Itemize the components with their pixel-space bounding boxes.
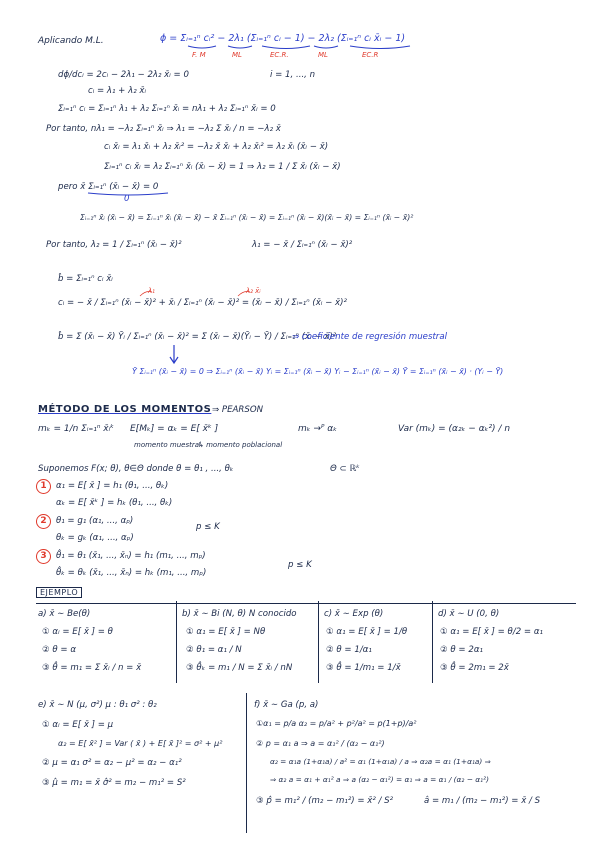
suppose-line: Suponemos F(x; θ), θ∈Θ donde θ = θ₁ , ..., θₖ [38, 464, 234, 474]
example-c-step2: ② θ = 1/α₁ [326, 645, 372, 655]
deriv-line-10: b̂ = Σᵢ₌₁ⁿ cᵢ x̄ᵢ [58, 274, 113, 284]
deriv-line-3: Σᵢ₌₁ⁿ cᵢ = Σᵢ₌₁ⁿ λ₁ + λ₂ Σᵢ₌₁ⁿ x̄ᵢ = nλ₁ + λ₂ Σᵢ₌₁ⁿ x̄ᵢ = 0 [58, 104, 276, 114]
deriv-line-11-lambda2: λ₂ x̄ᵢ [246, 287, 261, 295]
example-f-solve: ⇒ α₂ a = α₁ + α₁² a ⇒ a (α₂ − α₁²) = α₁ ⇒ a = α₁ / (α₂ − α₁²) [270, 775, 489, 784]
example-f-step2: ② p = α₁ a ⇒ a = α₁² / (α₂ − α₁²) [256, 739, 385, 748]
divider-c-d [432, 601, 433, 683]
step-3-badge: 3 [36, 549, 51, 564]
deriv-line-2: cᵢ = λ₁ + λ₂ x̄ᵢ [88, 86, 147, 96]
section-title-note: ⇒ PEARSON [212, 405, 264, 415]
deriv-line-12-note: ⇒ coeficiente de regresión muestral [292, 332, 447, 342]
deriv-line-8: Σᵢ₌₁ⁿ x̄ᵢ (x̄ᵢ − x̄) = Σᵢ₌₁ⁿ x̄ᵢ (x̄ᵢ − x̄) − x̄ Σᵢ₌₁ⁿ (x̄ᵢ − x̄) = Σᵢ₌₁ⁿ (x̄ᵢ − x̄)(x̄ᵢ − x̄) = Σᵢ₌₁ⁿ (x̄ᵢ − x̄)² [80, 213, 414, 222]
label-ecr-1: EC.R. [270, 51, 289, 59]
example-a-step3: ③ θ̂ = m₁ = Σ x̄ᵢ / n = x̄ [42, 663, 142, 673]
example-f-alpha2: α₂ = α₁a (1+α₁a) / a² = α₁ (1+α₁a) / a ⇒ α₂a = α₁ (1+α₁a) ⇒ [270, 757, 491, 766]
caption-sample-moment: momento muestral [134, 441, 201, 449]
example-d-title: d) x̄ ∼ U (0, θ) [438, 609, 500, 619]
example-f-step3-p: ③ p̂ = m₁² / (m₂ − m₁²) = x̄² / S² [256, 796, 394, 806]
deriv-line-1-range: i = 1, ..., n [270, 70, 316, 80]
deriv-line-9-lambda1: λ₁ = − x̄ / Σᵢ₌₁ⁿ (x̄ᵢ − x̄)² [252, 240, 353, 250]
example-e-alpha2: α₂ = E[ x̄² ] = Var ( x̄ ) + E[ x̄ ]² = σ² + μ² [58, 739, 223, 748]
step-3-condition: p ≤ K [288, 560, 312, 570]
deriv-line-5: cᵢ x̄ᵢ = λ₁ x̄ᵢ + λ₂ x̄ᵢ² = −λ₂ x̄ x̄ᵢ + λ₂ x̄ᵢ² = λ₂ x̄ᵢ (x̄ᵢ − x̄) [104, 142, 329, 152]
example-e-title: e) x̄ ∼ N (μ, σ²) μ : θ₁ σ² : θ₂ [38, 700, 157, 710]
label-ml-1: ML [232, 51, 242, 59]
example-e-step2: ② μ = α₁ σ² = α₂ − μ² = α₂ − α₁² [42, 758, 182, 768]
step-2-badge: 2 [36, 514, 51, 529]
label-ecr-2: EC.R [362, 51, 379, 59]
divider-e-f [246, 693, 247, 833]
deriv-line-9-lambda2: Por tanto, λ₂ = 1 / Σᵢ₌₁ⁿ (x̄ᵢ − x̄)² [46, 240, 182, 250]
example-f-step3-a: â = m₁ / (m₂ − m₁²) = x̄ / S [424, 796, 541, 806]
example-a-step2: ② θ = α [42, 645, 77, 655]
phi-equation: ϕ = Σᵢ₌₁ⁿ cᵢ² − 2λ₁ (Σᵢ₌₁ⁿ cᵢ − 1) − 2λ₂ (Σᵢ₌₁ⁿ cᵢ x̄ᵢ − 1) [160, 33, 406, 44]
example-c-step3: ③ θ̂ = 1/m₁ = 1/x̄ [326, 663, 401, 673]
deriv-line-11: cᵢ = − x̄ / Σᵢ₌₁ⁿ (x̄ᵢ − x̄)² + x̄ᵢ / Σᵢ₌₁ⁿ (x̄ᵢ − x̄)² = (x̄ᵢ − x̄) / Σᵢ₌₁ⁿ (x̄ᵢ − x̄)² [58, 298, 347, 308]
example-a-title: a) x̄ ∼ Be(θ) [38, 609, 91, 619]
example-label: EJEMPLO [36, 587, 82, 598]
deriv-line-13: Ȳ Σᵢ₌₁ⁿ (x̄ᵢ − x̄) = 0 ⇒ Σᵢ₌₁ⁿ (x̄ᵢ − x̄) Yᵢ = Σᵢ₌₁ⁿ (x̄ᵢ − x̄) Yᵢ − Σᵢ₌₁ⁿ (x̄ᵢ − x̄) Ȳ = Σᵢ₌₁ⁿ (x̄ᵢ − x̄) · (Yᵢ − Ȳ) [132, 367, 504, 376]
caption-population-moment: ↳ momento poblacional [198, 441, 283, 449]
step-1-line-b: αₖ = E[ x̄ᵏ ] = hₖ (θ₁, ..., θₖ) [56, 498, 173, 508]
label-fm: F. M [192, 51, 206, 59]
step-2-condition: p ≤ K [196, 522, 220, 532]
step-1-badge: 1 [36, 479, 51, 494]
example-a-step1: ① αᵢ = E[ x̄ ] = θ [42, 627, 113, 637]
example-d-step2: ② θ = 2α₁ [440, 645, 483, 655]
step-2-line-a: θ₁ = g₁ (α₁, ..., αₚ) [56, 516, 134, 526]
step-1-line-a: α₁ = E[ x̄ ] = h₁ (θ₁, ..., θₖ) [56, 481, 169, 491]
moment-expectation: E[Mₖ] = αₖ = E[ x̄ᵏ ] [130, 424, 219, 434]
intro-text: Aplicando M.L. [38, 36, 104, 46]
suppose-space: Θ ⊂ ℝᵏ [330, 464, 360, 474]
deriv-line-6: Σᵢ₌₁ⁿ cᵢ x̄ᵢ = λ₂ Σᵢ₌₁ⁿ x̄ᵢ (x̄ᵢ − x̄) = 1 ⇒ λ₂ = 1 / Σ x̄ᵢ (x̄ᵢ − x̄) [104, 162, 341, 172]
example-b-step3: ③ θ̂ₖ = m₁ / N = Σ x̄ᵢ / nN [186, 663, 293, 673]
example-d-step1: ① α₁ = E[ x̄ ] = θ/2 = α₁ [440, 627, 543, 637]
examples-top-rule [36, 603, 576, 604]
example-d-step3: ③ θ̂ = 2m₁ = 2x̄ [440, 663, 509, 673]
example-c-title: c) x̄ ∼ Exp (θ) [324, 609, 384, 619]
example-b-step1: ① α₁ = E[ x̄ ] = Nθ [186, 627, 266, 637]
section-title: MÉTODO DE LOS MOMENTOS [38, 404, 212, 415]
example-f-step1: ①α₁ = p/a α₂ = p/a² + p²/a² = p(1+p)/a² [256, 719, 417, 728]
example-c-step1: ① α₁ = E[ x̄ ] = 1/θ [326, 627, 408, 637]
example-b-title: b) x̄ ∼ Bi (N, θ) N conocido [182, 609, 297, 619]
deriv-line-11-lambda1: λ₁ [148, 287, 155, 295]
example-b-step2: ② θ₁ = α₁ / N [186, 645, 242, 655]
divider-a-b [176, 601, 177, 683]
deriv-line-4: Por tanto, nλ₁ = −λ₂ Σᵢ₌₁ⁿ x̄ᵢ ⇒ λ₁ = −λ₂ Σ x̄ᵢ / n = −λ₂ x̄ [46, 124, 281, 134]
moment-variance: Var (mₖ) = (α₂ₖ − αₖ²) / n [398, 424, 511, 434]
step-3-line-a: θ̂₁ = θ₁ (x̄₁, ..., x̄ₙ) = h₁ (m₁, ..., mₚ) [56, 551, 206, 561]
moment-sample-def: mₖ = 1/n Σᵢ₌₁ⁿ x̄ᵢᵏ [38, 424, 115, 434]
deriv-line-12: b̂ = Σ (x̄ᵢ − x̄) Ȳᵢ / Σᵢ₌₁ⁿ (x̄ᵢ − x̄)² = Σ (x̄ᵢ − x̄)(Ȳᵢ − Ȳ) / Σᵢ₌₁ⁿ (x̄ᵢ − x̄)² [58, 332, 337, 342]
deriv-line-7: pero x̄ Σᵢ₌₁ⁿ (x̄ᵢ − x̄) = 0 [58, 182, 159, 192]
example-f-title: f) x̄ ∼ Ga (p, a) [254, 700, 319, 710]
deriv-line-1: dϕ/dcᵢ = 2cᵢ − 2λ₁ − 2λ₂ x̄ᵢ = 0 [58, 70, 189, 80]
step-2-line-b: θₖ = gₖ (α₁, ..., αₚ) [56, 533, 134, 543]
deriv-line-7-zero: 0 [124, 194, 130, 204]
moment-convergence: mₖ →ᴾ αₖ [298, 424, 338, 434]
step-3-line-b: θ̂ₖ = θₖ (x̄₁, ..., x̄ₙ) = hₖ (m₁, ..., mₚ) [56, 568, 207, 578]
divider-b-c [318, 601, 319, 683]
example-e-step3: ③ μ̂ = m₁ = x̄ σ̂² = m₂ − m₁² = S² [42, 778, 186, 788]
label-ml-2: ML [318, 51, 328, 59]
example-e-step1: ① αᵢ = E[ x̄ ] = μ [42, 720, 114, 730]
